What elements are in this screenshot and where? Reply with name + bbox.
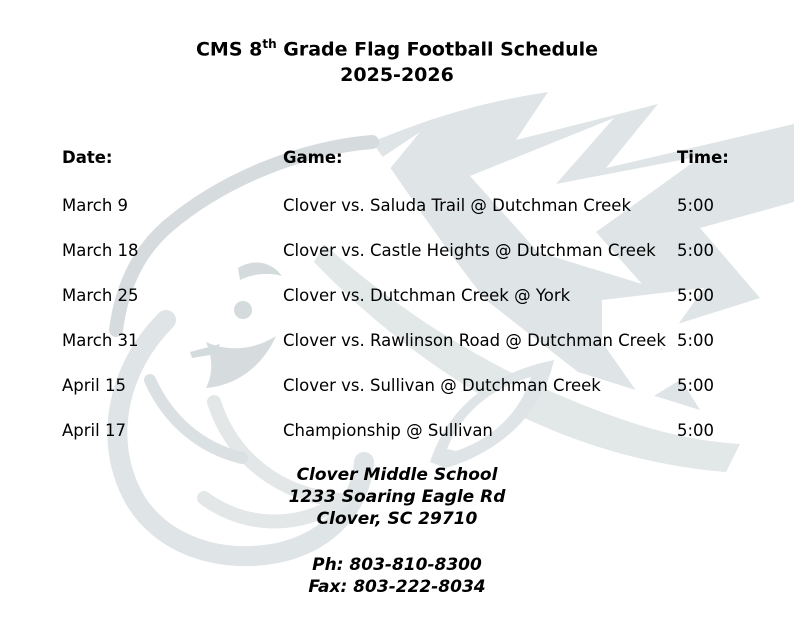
title-line-1: CMS 8th Grade Flag Football Schedule — [195, 37, 599, 61]
school-city-state-zip: Clover, SC 29710 — [316, 509, 478, 529]
game-date: March 25 — [62, 286, 139, 305]
title-line-2: 2025-2026 — [340, 64, 454, 87]
schedule-rows — [0, 196, 794, 466]
column-header-date: Date: — [62, 148, 113, 167]
school-name: Clover Middle School — [296, 465, 498, 485]
game-date: March 31 — [62, 331, 139, 350]
game-description: Clover vs. Saluda Trail @ Dutchman Creek — [283, 196, 632, 215]
game-description: Clover vs. Rawlinson Road @ Dutchman Creek — [283, 331, 666, 350]
column-header-time: Time: — [677, 148, 729, 167]
table-row — [0, 241, 794, 286]
game-date: April 15 — [62, 376, 126, 395]
game-description: Clover vs. Sullivan @ Dutchman Creek — [283, 376, 601, 395]
table-row — [0, 331, 794, 376]
ordinal-superscript: th — [262, 37, 277, 51]
table-row — [0, 286, 794, 331]
school-info-footer — [0, 464, 794, 598]
game-description: Clover vs. Dutchman Creek @ York — [283, 286, 571, 305]
table-header-row — [0, 148, 794, 167]
game-time: 5:00 — [677, 421, 715, 440]
school-contact-block — [0, 554, 794, 598]
game-time: 5:00 — [677, 331, 715, 350]
game-date: March 18 — [62, 241, 139, 260]
game-description: Clover vs. Castle Heights @ Dutchman Creek — [283, 241, 656, 260]
game-time: 5:00 — [677, 241, 715, 260]
page-title — [0, 31, 794, 88]
school-fax: Fax: 803-222-8034 — [308, 577, 486, 597]
game-date: April 17 — [62, 421, 126, 440]
table-row — [0, 421, 794, 466]
column-header-game: Game: — [283, 148, 343, 167]
game-time: 5:00 — [677, 376, 715, 395]
table-row — [0, 376, 794, 421]
school-address-block — [0, 464, 794, 530]
game-time: 5:00 — [677, 196, 715, 215]
table-row — [0, 196, 794, 241]
school-street: 1233 Soaring Eagle Rd — [288, 487, 506, 507]
school-phone: Ph: 803-810-8300 — [312, 555, 482, 575]
game-description: Championship @ Sullivan — [283, 421, 493, 440]
game-date: March 9 — [62, 196, 129, 215]
game-time: 5:00 — [677, 286, 715, 305]
